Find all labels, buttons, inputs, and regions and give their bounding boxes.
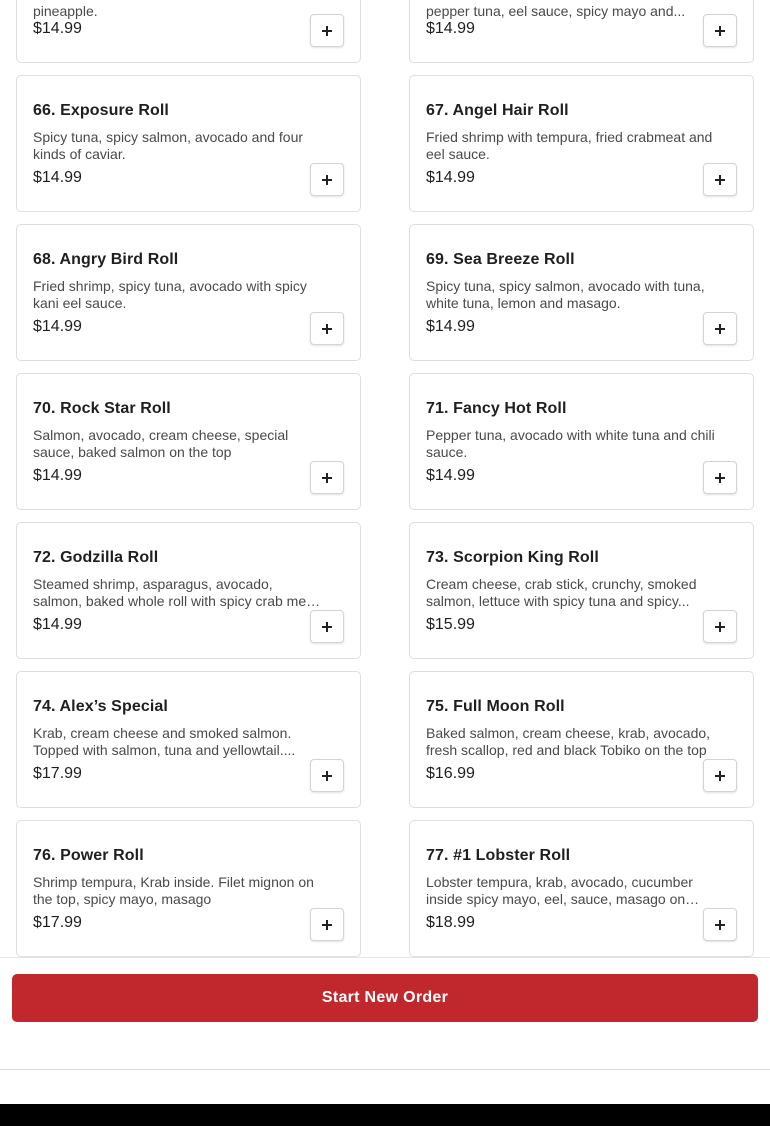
plus-icon [322, 26, 332, 36]
menu-item-card[interactable] [16, 0, 361, 63]
plus-icon [715, 622, 725, 632]
item-description: Fried shrimp with tempura, fried crabmeat and eel sauce. [426, 129, 713, 162]
item-name: 74. Alex’s Special [33, 698, 168, 715]
menu-item-card[interactable] [16, 820, 361, 957]
add-item-button[interactable] [703, 610, 737, 643]
menu-item-card[interactable] [409, 224, 754, 361]
item-description: Spicy tuna, spicy salmon, avocado with tuna, white tuna, lemon and masago. [426, 278, 705, 311]
add-item-button[interactable] [310, 610, 344, 643]
menu-item-card[interactable] [16, 522, 361, 659]
item-price: $15.99 [426, 616, 475, 633]
item-price: $14.99 [426, 467, 475, 484]
item-description: Shrimp tempura, Krab inside. Filet mignon on the top, spicy mayo, masago [33, 874, 314, 907]
add-item-button[interactable] [310, 163, 344, 196]
menu-item-card[interactable] [409, 373, 754, 510]
item-description: Lobster tempura, krab, avocado, cucumber inside spicy mayo, eel, sauce, masago on [426, 874, 693, 907]
plus-icon [322, 771, 332, 781]
item-description: Cream cheese, crab stick, crunchy, smoked salmon, lettuce with spicy tuna and spicy... [426, 576, 697, 609]
item-description: Pepper tuna, avocado with white tuna and chili sauce. [426, 427, 715, 460]
add-item-button[interactable] [310, 759, 344, 792]
plus-icon [322, 920, 332, 930]
add-item-button[interactable] [703, 908, 737, 941]
plus-icon [322, 175, 332, 185]
item-description: Krab, cream cheese and smoked salmon. Topped with salmon, tuna and yellowtail.... [33, 725, 296, 758]
add-item-button[interactable] [310, 312, 344, 345]
add-item-button[interactable] [310, 908, 344, 941]
item-price: $14.99 [33, 20, 82, 37]
add-item-button[interactable] [703, 14, 737, 47]
item-price: $17.99 [33, 914, 82, 931]
item-price: $14.99 [33, 467, 82, 484]
add-item-button[interactable] [703, 461, 737, 494]
menu-item-card[interactable] [16, 75, 361, 212]
item-price: $17.99 [33, 765, 82, 782]
item-description: Spicy tuna, spicy salmon, avocado and four kinds of caviar. [33, 129, 304, 162]
add-item-button[interactable] [310, 14, 344, 47]
plus-icon [715, 771, 725, 781]
item-price: $14.99 [426, 169, 475, 186]
item-price: $16.99 [426, 765, 475, 782]
item-name: 69. Sea Breeze Roll [426, 251, 575, 268]
item-name: 68. Angry Bird Roll [33, 251, 179, 268]
item-price: $14.99 [426, 20, 475, 37]
item-name: 73. Scorpion King Roll [426, 549, 599, 566]
item-description: pepper tuna, eel sauce, spicy mayo and... [426, 3, 686, 19]
item-name: 72. Godzilla Roll [33, 549, 159, 566]
menu-item-card[interactable] [16, 373, 361, 510]
menu-item-card[interactable] [409, 0, 754, 63]
plus-icon [715, 473, 725, 483]
item-name: 71. Fancy Hot Roll [426, 400, 567, 417]
item-price: $14.99 [33, 616, 82, 633]
plus-icon [715, 920, 725, 930]
add-item-button[interactable] [703, 163, 737, 196]
footer-divider [0, 1069, 770, 1070]
item-description: Baked salmon, cream cheese, krab, avocado, fresh scallop, red and black Tobiko on the top [426, 725, 711, 758]
item-price: $14.99 [426, 318, 475, 335]
menu-item-card[interactable] [409, 522, 754, 659]
plus-icon [715, 26, 725, 36]
item-price: $18.99 [426, 914, 475, 931]
plus-icon [322, 622, 332, 632]
item-name: 77. #1 Lobster Roll [426, 847, 571, 864]
item-price: $14.99 [33, 169, 82, 186]
add-item-button[interactable] [310, 461, 344, 494]
item-name: 67. Angel Hair Roll [426, 102, 569, 119]
item-description: Fried shrimp, spicy tuna, avocado with spicy kani eel sauce. [33, 278, 307, 311]
item-description: Steamed shrimp, asparagus, avocado, salmon, baked whole roll with spicy crab meat [33, 576, 318, 609]
item-name: 75. Full Moon Roll [426, 698, 565, 715]
menu-item-card[interactable] [16, 671, 361, 808]
bottom-bar [0, 1104, 770, 1126]
plus-icon [322, 473, 332, 483]
item-name: 76. Power Roll [33, 847, 144, 864]
item-description: pineapple. [33, 3, 98, 19]
menu-item-card[interactable] [409, 75, 754, 212]
plus-icon [715, 175, 725, 185]
start-new-order-button[interactable]: Start New Order [12, 974, 758, 1022]
item-name: 70. Rock Star Roll [33, 400, 171, 417]
menu-item-card[interactable] [409, 820, 754, 957]
plus-icon [715, 324, 725, 334]
menu-item-card[interactable] [16, 224, 361, 361]
menu-item-card[interactable] [409, 671, 754, 808]
add-item-button[interactable] [703, 759, 737, 792]
item-description: Salmon, avocado, cream cheese, special sauce, baked salmon on the top [33, 427, 289, 460]
plus-icon [322, 324, 332, 334]
item-name: 66. Exposure Roll [33, 102, 169, 119]
item-price: $14.99 [33, 318, 82, 335]
add-item-button[interactable] [703, 312, 737, 345]
